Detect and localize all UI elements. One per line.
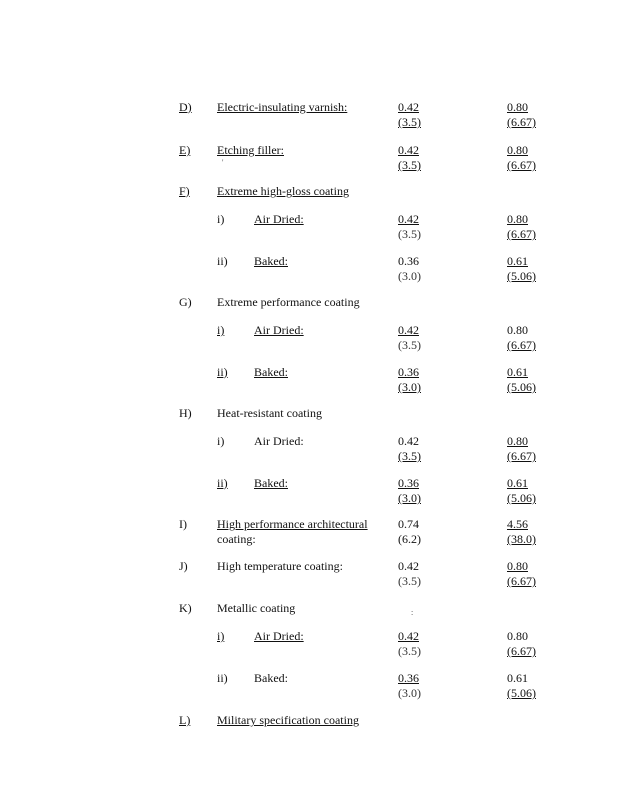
value-1-sub: (3.5) — [398, 158, 421, 172]
value-1: 0.36 — [398, 365, 419, 379]
value-2-sub: (5.06) — [507, 491, 536, 505]
value-2: 0.80 — [507, 212, 528, 226]
item-code: i) — [217, 434, 225, 448]
item-code: i) — [217, 629, 225, 643]
value-1-sub: (3.0) — [398, 269, 421, 283]
section-g-heading-row — [0, 295, 619, 325]
value-1: 0.42 — [398, 629, 419, 643]
section-label-line-1: High performance architectural — [217, 517, 368, 531]
value-1: 0.42 — [398, 434, 419, 448]
value-1: 0.42 — [398, 143, 419, 157]
item-label: Baked: — [254, 254, 288, 268]
section-code: F) — [179, 184, 190, 198]
section-l-heading-row — [0, 713, 619, 743]
section-h-heading-row — [0, 406, 619, 436]
value-2: 0.80 — [507, 434, 528, 448]
value-2-sub: (6.67) — [507, 115, 536, 129]
value-1-sub: (3.5) — [398, 227, 421, 241]
item-code: i) — [217, 212, 225, 226]
section-j-row — [0, 559, 619, 589]
section-label: Electric-insulating varnish: — [217, 100, 348, 114]
section-k-item-ii-row — [0, 671, 619, 701]
value-2: 0.61 — [507, 254, 528, 268]
value-2: 0.80 — [507, 559, 528, 573]
value-1: 0.36 — [398, 476, 419, 490]
value-1: 0.36 — [398, 254, 419, 268]
value-2: 0.80 — [507, 629, 528, 643]
section-label: Etching filler: — [217, 143, 284, 157]
value-2: 0.80 — [507, 323, 528, 337]
value-1-sub: (3.5) — [398, 338, 421, 352]
value-2: 4.56 — [507, 517, 528, 531]
value-2: 0.61 — [507, 476, 528, 490]
value-2-sub: (6.67) — [507, 574, 536, 588]
section-d-row — [0, 100, 619, 130]
section-h-item-i-row — [0, 434, 619, 464]
section-label: Metallic coating — [217, 601, 296, 615]
item-label: Baked: — [254, 476, 288, 490]
item-label: Baked: — [254, 671, 288, 685]
value-1-sub: (3.5) — [398, 449, 421, 463]
value-2-sub: (5.06) — [507, 380, 536, 394]
section-label: Extreme performance coating — [217, 295, 360, 309]
value-2-sub: (5.06) — [507, 269, 536, 283]
value-1-sub: (6.2) — [398, 532, 421, 546]
item-label: Air Dried: — [254, 629, 304, 643]
item-code: ii) — [217, 254, 228, 268]
item-code: ii) — [217, 365, 228, 379]
item-code: ii) — [217, 476, 228, 490]
value-1-sub: (3.5) — [398, 574, 421, 588]
section-e-row — [0, 143, 619, 173]
value-1-sub: (3.5) — [398, 644, 421, 658]
item-label: Air Dried: — [254, 434, 304, 448]
section-code: I) — [179, 517, 187, 531]
value-1: 0.42 — [398, 212, 419, 226]
value-2-sub: (6.67) — [507, 644, 536, 658]
value-1-sub: (3.0) — [398, 380, 421, 394]
section-code: D) — [179, 100, 192, 114]
section-g-item-i-row — [0, 323, 619, 353]
section-code: H) — [179, 406, 192, 420]
value-1: 0.74 — [398, 517, 419, 531]
section-k-heading-row — [0, 601, 619, 631]
value-2: 0.80 — [507, 143, 528, 157]
value-2: 0.61 — [507, 365, 528, 379]
section-h-item-ii-row — [0, 476, 619, 506]
scan-mark: : — [411, 608, 414, 617]
section-f-heading-row — [0, 184, 619, 214]
value-1: 0.42 — [398, 559, 419, 573]
value-2: 0.61 — [507, 671, 528, 685]
value-1-sub: (3.0) — [398, 686, 421, 700]
section-label: High temperature coating: — [217, 559, 343, 573]
value-2: 0.80 — [507, 100, 528, 114]
section-code: G) — [179, 295, 192, 309]
section-label: Heat-resistant coating — [217, 406, 322, 420]
item-code: ii) — [217, 671, 228, 685]
section-k-item-i-row — [0, 629, 619, 659]
value-2-sub: (5.06) — [507, 686, 536, 700]
value-2-sub: (6.67) — [507, 227, 536, 241]
section-code: L) — [179, 713, 191, 727]
value-2-sub: (38.0) — [507, 532, 536, 546]
value-1: 0.42 — [398, 323, 419, 337]
section-label: Extreme high-gloss coating — [217, 184, 349, 198]
section-label-line-2: coating: — [217, 532, 256, 546]
section-g-item-ii-row — [0, 365, 619, 395]
value-1: 0.42 — [398, 100, 419, 114]
item-label: Air Dried: — [254, 323, 304, 337]
section-i-row — [0, 517, 619, 547]
section-code: J) — [179, 559, 188, 573]
scan-mark: ' — [222, 158, 224, 167]
value-1-sub: (3.0) — [398, 491, 421, 505]
item-code: i) — [217, 323, 225, 337]
value-2-sub: (6.67) — [507, 158, 536, 172]
item-label: Baked: — [254, 365, 288, 379]
section-f-item-i-row — [0, 212, 619, 242]
value-2-sub: (6.67) — [507, 449, 536, 463]
value-1-sub: (3.5) — [398, 115, 421, 129]
value-2-sub: (6.67) — [507, 338, 536, 352]
value-1: 0.36 — [398, 671, 419, 685]
section-code: E) — [179, 143, 191, 157]
section-f-item-ii-row — [0, 254, 619, 284]
item-label: Air Dried: — [254, 212, 304, 226]
section-label: Military specification coating — [217, 713, 359, 727]
section-code: K) — [179, 601, 192, 615]
